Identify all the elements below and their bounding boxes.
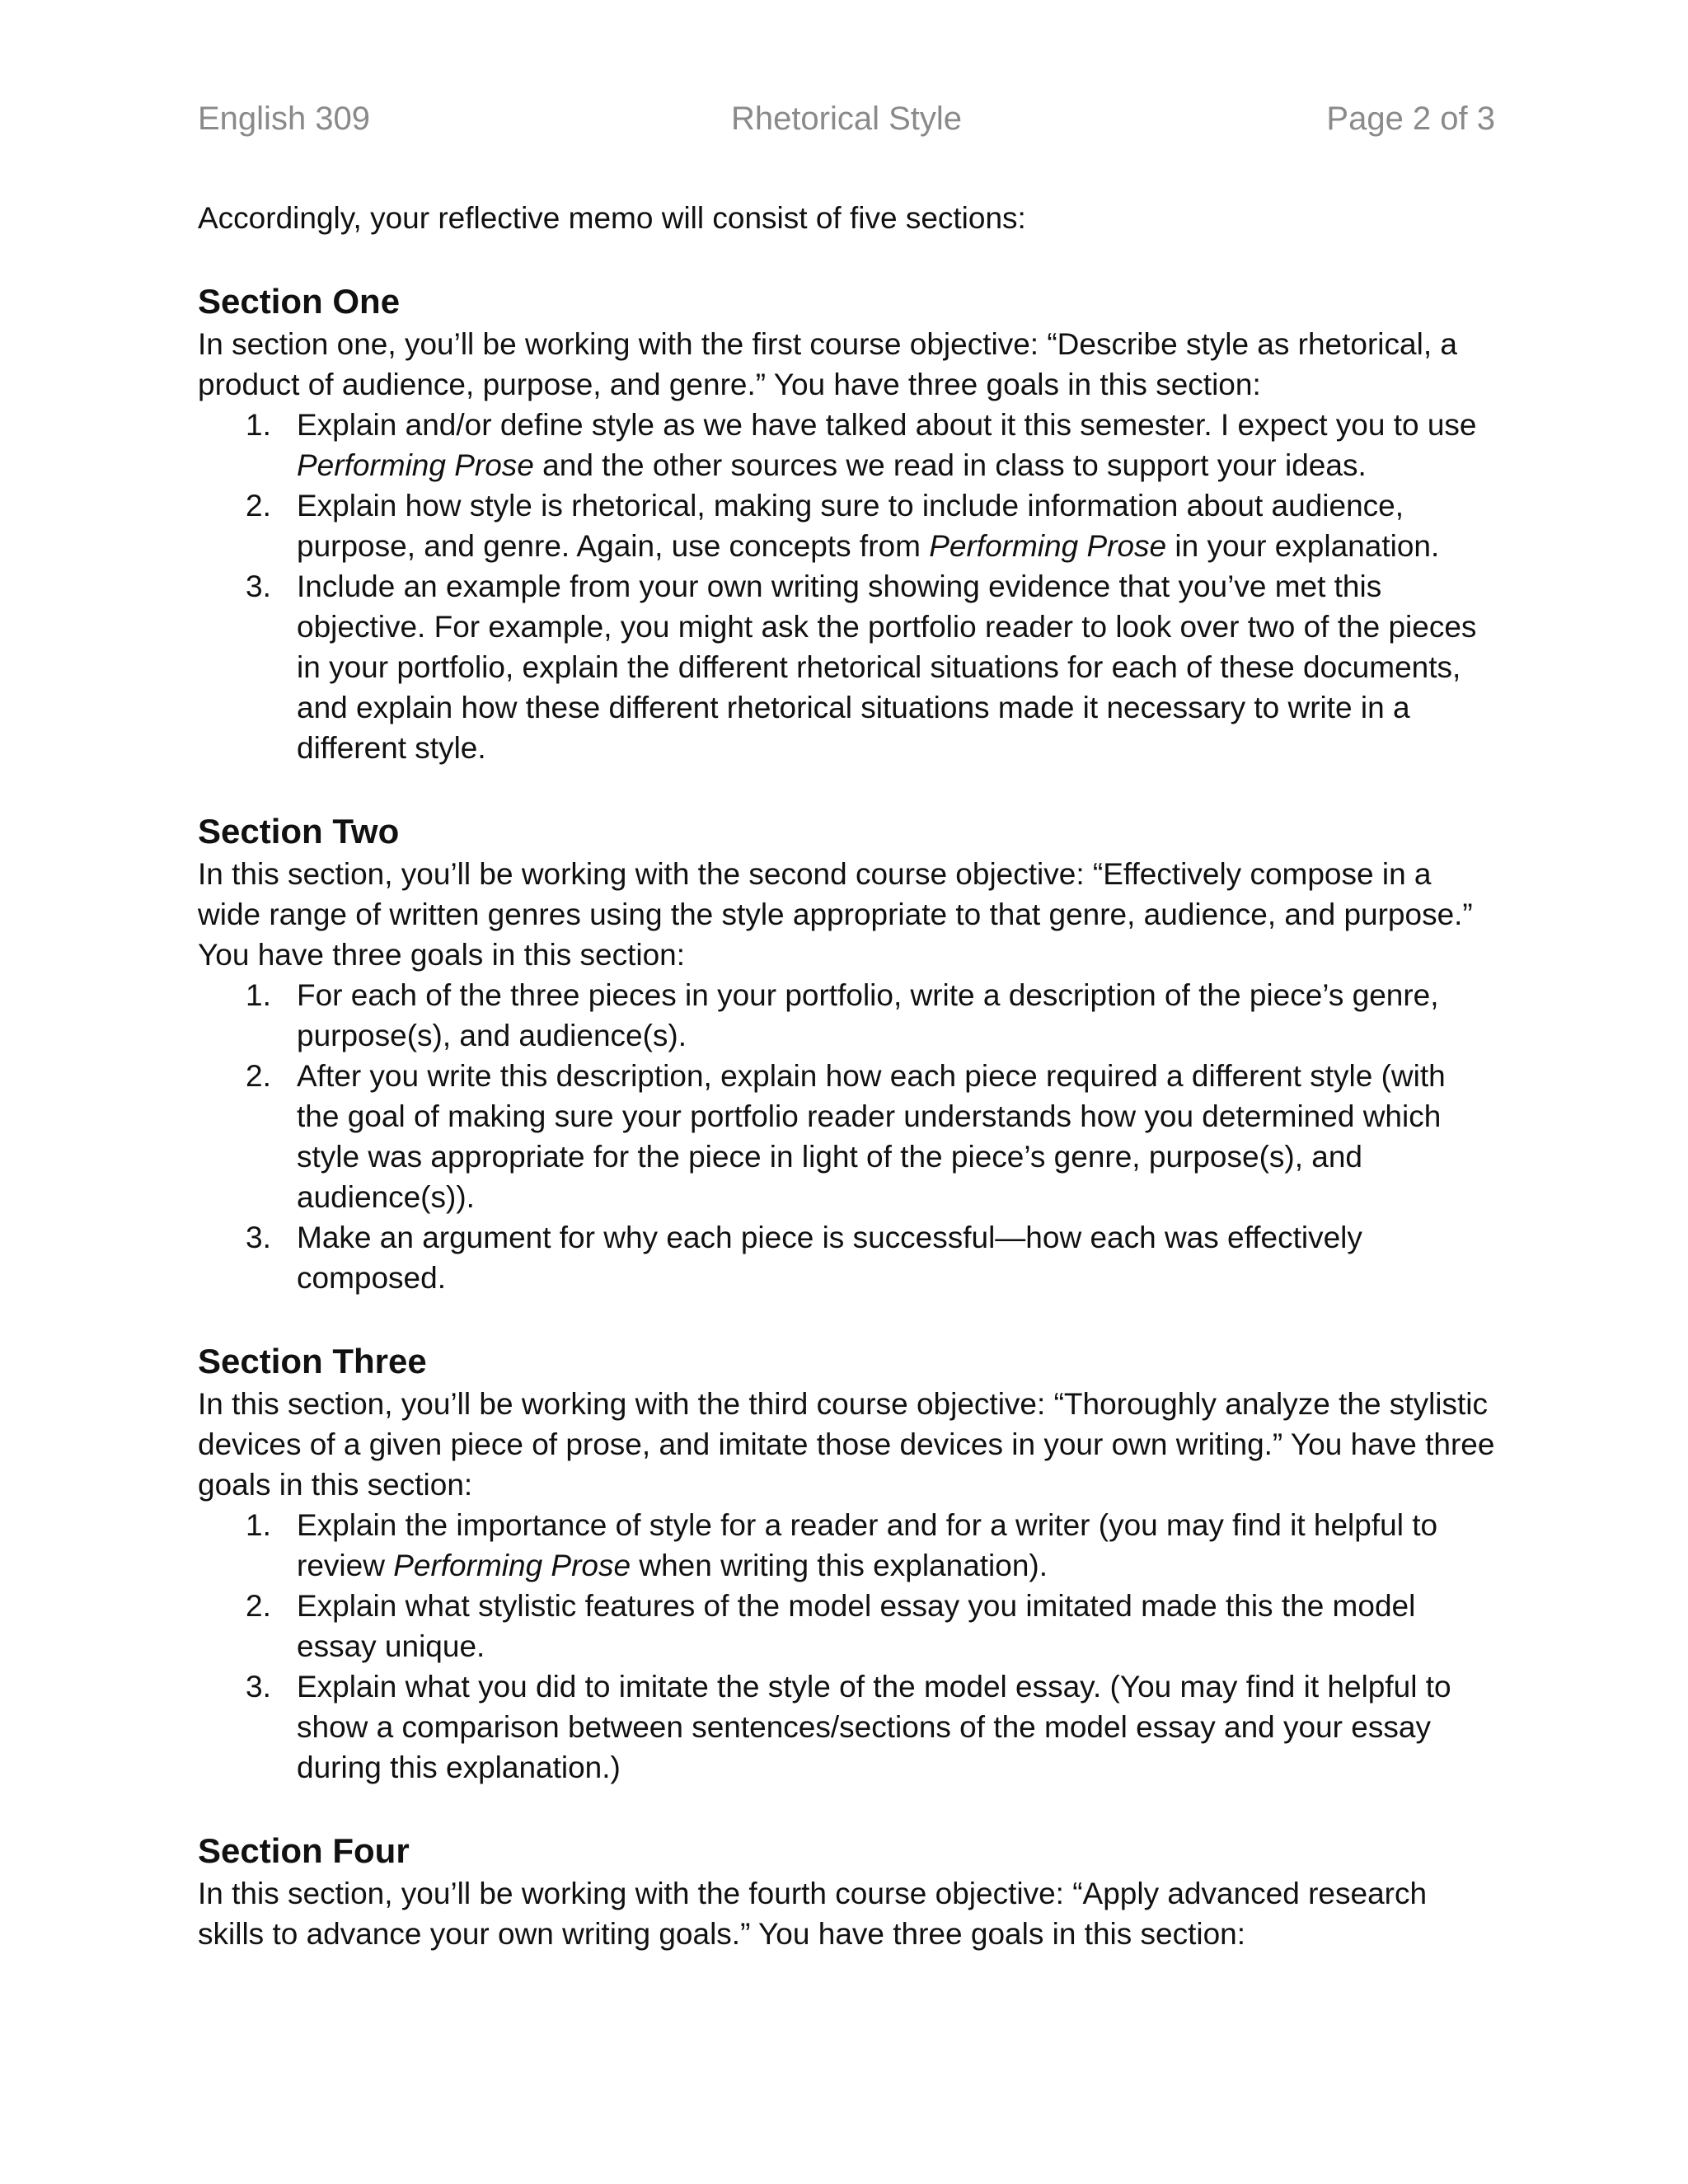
- goal-text-end: in your explanation.: [1166, 529, 1440, 563]
- goals-list: [198, 975, 1495, 1298]
- section-heading: Section One: [198, 282, 401, 321]
- header-page-number: Page 2 of 3: [1326, 101, 1495, 137]
- section-three: [198, 1339, 1495, 1788]
- document-body: [198, 198, 1495, 1995]
- section-paragraph: In this section, you’ll be working with the second course objective: “Effectively compose in a wide range of written genres using the style appropriate to that genre, audience, and purpose.” You have three goals in this section:: [198, 857, 1473, 972]
- list-number: 2.: [246, 1589, 271, 1623]
- list-item: [198, 1505, 1495, 1586]
- list-item: [198, 1056, 1495, 1217]
- section-heading: Section Three: [198, 1342, 427, 1380]
- section-paragraph: In section one, you’ll be working with the first course objective: “Describe style as rhetorical, a product of audience, purpose, and genre.” You have three goals in this section:: [198, 327, 1457, 401]
- section-paragraph: In this section, you’ll be working with the fourth course objective: “Apply advanced research skills to advance your own writing goals.” You have three goals in this section:: [198, 1877, 1428, 1951]
- section-paragraph: In this section, you’ll be working with the third course objective: “Thoroughly analyze the stylistic devices of a given piece of prose, and imitate those devices in your own writing.” You have three goals in this section:: [198, 1387, 1495, 1502]
- goal-text: Explain the importance of style for a reader and for a writer (you may find it helpful to review: [297, 1508, 1438, 1582]
- list-number: 2.: [246, 1059, 271, 1093]
- page-header: [198, 101, 1495, 147]
- list-item: [198, 975, 1495, 1056]
- header-course: English 309: [198, 101, 371, 137]
- list-number: 3.: [246, 569, 271, 603]
- list-item: [198, 566, 1495, 768]
- section-heading: Section Four: [198, 1831, 410, 1870]
- section-four: [198, 1829, 1495, 1954]
- list-item: [198, 405, 1495, 485]
- list-number: 3.: [246, 1670, 271, 1704]
- goal-text: Include an example from your own writing showing evidence that you’ve met this objective. For example, you might ask the portfolio reader to look over two of the pieces in your portfolio, explain the different rhetorical situations for each of these documents, and explain how these different rhetorical situations made it necessary to write in a different style.: [297, 569, 1477, 765]
- goal-text: Explain how style is rhetorical, making sure to include information about audience, purpose, and genre. Again, use concepts from: [297, 489, 1404, 563]
- goals-list: [198, 1505, 1495, 1788]
- list-number: 3.: [246, 1221, 271, 1254]
- book-title: Performing Prose: [929, 529, 1167, 563]
- list-item: [198, 1217, 1495, 1298]
- list-item: [198, 1666, 1495, 1788]
- goal-text: Explain and/or define style as we have talked about it this semester. I expect you to use: [297, 408, 1477, 442]
- list-number: 1.: [246, 408, 271, 442]
- goal-text-end: when writing this explanation).: [631, 1549, 1048, 1582]
- list-item: [198, 485, 1495, 566]
- goal-text: Explain what you did to imitate the style of the model essay. (You may find it helpful to show a comparison between sentences/sections of the model essay and your essay during this explanation.): [297, 1670, 1451, 1784]
- goal-text: For each of the three pieces in your portfolio, write a description of the piece’s genre, purpose(s), and audience(s).: [297, 978, 1439, 1052]
- section-heading: Section Two: [198, 812, 400, 851]
- list-number: 1.: [246, 1508, 271, 1542]
- book-title: Performing Prose: [393, 1549, 631, 1582]
- header-title: Rhetorical Style: [730, 101, 963, 137]
- section-one: [198, 279, 1495, 768]
- goal-text: After you write this description, explain how each piece required a different style (with the goal of making sure your portfolio reader understands how you determined which style was appropriate for the piece in light of the piece’s genre, purpose(s), and audience(s)).: [297, 1059, 1446, 1214]
- goals-list: [198, 405, 1495, 768]
- list-number: 1.: [246, 978, 271, 1012]
- section-two: [198, 809, 1495, 1298]
- list-item: [198, 1586, 1495, 1666]
- goal-text-end: and the other sources we read in class to support your ideas.: [533, 448, 1367, 482]
- goal-text: Explain what stylistic features of the model essay you imitated made this the model essay unique.: [297, 1589, 1416, 1663]
- goal-text: Make an argument for why each piece is successful—how each was effectively composed.: [297, 1221, 1362, 1295]
- book-title: Performing Prose: [297, 448, 534, 482]
- list-number: 2.: [246, 489, 271, 523]
- intro-paragraph: Accordingly, your reflective memo will consist of five sections:: [198, 201, 1026, 235]
